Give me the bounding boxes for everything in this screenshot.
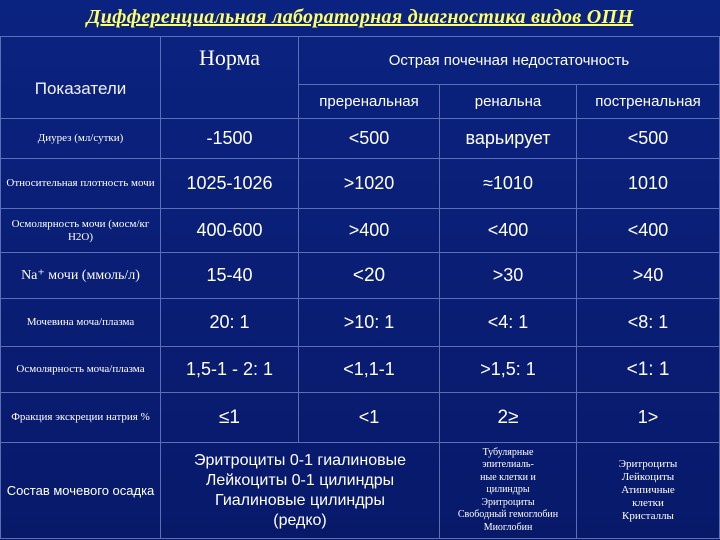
cell-prerenal: >1020 [299,159,440,209]
row-label: Мочевина моча/плазма [1,299,161,347]
sediment-line: ные клетки и [480,471,536,483]
header-indicators: Показатели [1,37,161,119]
row-label: Диурез (мл/сутки) [1,119,161,159]
cell-postrenal: 1010 [577,159,720,209]
cell-prerenal: <20 [299,253,440,299]
header-prerenal: преренальная [299,85,440,119]
table-row [1,209,720,253]
cell-norm: 20: 1 [161,299,299,347]
cell-renal: варьирует [440,119,577,159]
row-label: Состав мочевого осадка [1,443,161,539]
cell-sediment-renal [440,443,577,539]
cell-norm: 15-40 [161,253,299,299]
table-row [1,299,720,347]
cell-renal: <4: 1 [440,299,577,347]
sediment-line: Тубулярные [482,446,534,458]
table-row [1,347,720,393]
cell-postrenal: >40 [577,253,720,299]
sediment-line: Кристаллы [622,510,674,522]
cell-norm: 1,5-1 - 2: 1 [161,347,299,393]
sediment-line: Лейкоциты [621,471,675,483]
cell-prerenal: <500 [299,119,440,159]
sediment-line: Гиалиновые цилиндры [215,491,385,509]
sediment-line: Эритроциты [618,458,678,470]
header-postrenal: постренальная [577,85,720,119]
cell-norm: 1025-1026 [161,159,299,209]
cell-renal: >30 [440,253,577,299]
sediment-line: эпителиаль- [482,459,534,471]
header-aki-group: Острая почечная недостаточность [299,37,720,85]
row-label: Относительная плотность мочи [1,159,161,209]
sediment-line: Миоглобин [483,521,533,533]
cell-postrenal: 1> [577,393,720,443]
row-label: Осмолярность мочи (мосм/кг H2O) [1,209,161,253]
cell-sediment-norm [161,443,440,539]
row-label: Фракция экскреции натрия % [1,393,161,443]
sediment-line: клетки [632,497,664,509]
cell-postrenal: <8: 1 [577,299,720,347]
header-norm: Норма [161,37,299,119]
cell-renal: >1,5: 1 [440,347,577,393]
cell-postrenal: <1: 1 [577,347,720,393]
sediment-line: цилиндры [486,484,530,496]
cell-postrenal: <500 [577,119,720,159]
cell-norm: 400-600 [161,209,299,253]
sediment-line: Эритроциты [481,496,535,508]
cell-norm: -1500 [161,119,299,159]
header-renal: ренальна [440,85,577,119]
table-row [1,119,720,159]
sediment-line: Лейкоциты 0-1 цилиндры [205,471,395,489]
cell-sediment-postrenal [577,443,720,539]
cell-prerenal: >10: 1 [299,299,440,347]
row-label: Na⁺ мочи (ммоль/л) [1,253,161,299]
cell-renal: <400 [440,209,577,253]
cell-renal: 2≥ [440,393,577,443]
diagnostics-table [0,36,720,539]
table-row [1,393,720,443]
cell-prerenal: >400 [299,209,440,253]
table-row [1,159,720,209]
row-label: Осмолярность моча/плазма [1,347,161,393]
sediment-line: (редко) [273,511,327,529]
cell-postrenal: <400 [577,209,720,253]
cell-norm: ≤1 [161,393,299,443]
sediment-line: Эритроциты 0-1 гиалиновые [194,451,406,469]
sediment-line: Свободный гемоглобин [457,509,559,521]
sediment-line: Атипичные [621,484,675,496]
slide-title: Дифференциальная лабораторная диагностика видов ОПН [86,6,634,28]
table-row-sediment [1,443,720,539]
cell-renal: ≈1010 [440,159,577,209]
cell-prerenal: <1 [299,393,440,443]
table-row [1,253,720,299]
cell-prerenal: <1,1-1 [299,347,440,393]
